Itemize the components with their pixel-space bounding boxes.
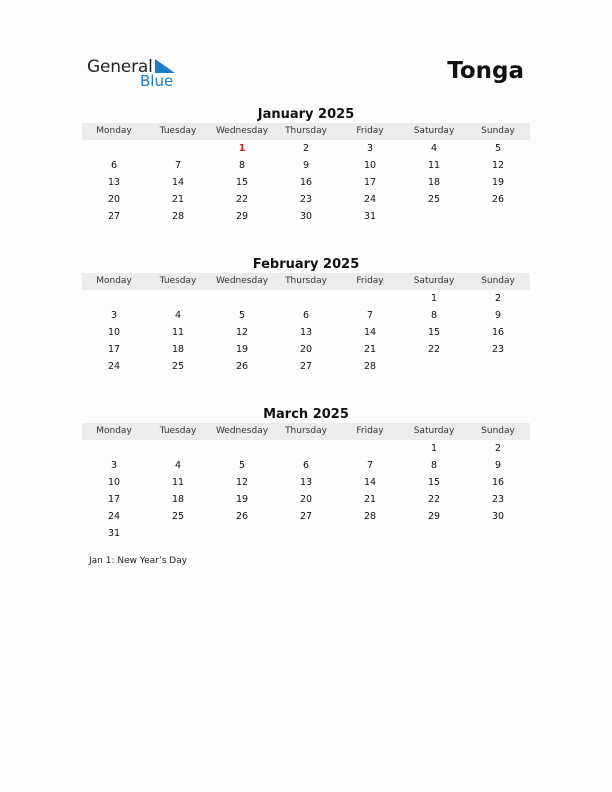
day-cell: 26 (235, 361, 249, 372)
week-row (82, 174, 530, 191)
day-cell (210, 440, 274, 457)
day-cell: 7 (366, 460, 374, 471)
day-cell: 30 (299, 211, 313, 222)
weekday-header (82, 123, 530, 140)
day-cell: 13 (299, 477, 313, 488)
day-cell: 8 (238, 160, 246, 171)
weekday-label: Monday (96, 426, 132, 436)
generalblue-logo (87, 55, 187, 91)
day-cell: 12 (235, 477, 249, 488)
day-cell (210, 290, 274, 307)
day-cell: 23 (491, 344, 505, 355)
day-cell: 24 (107, 511, 121, 522)
day-cell: 5 (238, 310, 246, 321)
day-cell: 29 (427, 511, 441, 522)
day-cell: 28 (171, 211, 185, 222)
weekday-label: Thursday (285, 126, 327, 136)
day-cell: 4 (174, 460, 182, 471)
month-title: March 2025 (263, 407, 349, 422)
day-cell: 4 (430, 143, 438, 154)
day-cell: 20 (299, 494, 313, 505)
day-cell (466, 208, 530, 225)
day-cell (402, 208, 466, 225)
day-cell: 22 (427, 494, 441, 505)
week-row (82, 358, 530, 375)
week-row (82, 525, 530, 542)
week-row (82, 140, 530, 157)
month-january (82, 106, 530, 225)
day-cell (402, 358, 466, 375)
day-cell: 20 (299, 344, 313, 355)
weekday-label: Saturday (413, 276, 455, 286)
day-cell: 16 (299, 177, 313, 188)
day-cell: 18 (171, 494, 185, 505)
weekday-label: Tuesday (159, 126, 197, 136)
day-cell: 19 (491, 177, 505, 188)
month-title: February 2025 (252, 257, 360, 272)
day-cell: 26 (235, 511, 249, 522)
logo-triangle-icon (155, 59, 175, 73)
day-cell: 5 (238, 460, 246, 471)
day-cell: 1 (430, 293, 438, 304)
day-cell: 2 (302, 143, 310, 154)
week-row (82, 324, 530, 341)
weekday-label: Thursday (285, 276, 327, 286)
day-cell: 28 (363, 511, 377, 522)
week-row (82, 474, 530, 491)
month-february (82, 256, 530, 375)
day-cell (338, 525, 402, 542)
day-cell: 23 (299, 194, 313, 205)
day-cell: 22 (235, 194, 249, 205)
day-cell: 3 (366, 143, 374, 154)
day-cell: 24 (363, 194, 377, 205)
day-cell: 24 (107, 361, 121, 372)
day-cell: 18 (427, 177, 441, 188)
day-cell (82, 140, 146, 157)
weekday-label: Tuesday (159, 426, 197, 436)
weekday-label: Monday (96, 126, 132, 136)
day-cell: 12 (235, 327, 249, 338)
weekday-label: Sunday (481, 126, 515, 136)
week-row (82, 457, 530, 474)
day-cell: 12 (491, 160, 505, 171)
week-row (82, 307, 530, 324)
day-cell: 4 (174, 310, 182, 321)
weekday-label: Monday (96, 276, 132, 286)
day-cell (274, 440, 338, 457)
weekday-label: Wednesday (215, 426, 269, 436)
weekday-label: Wednesday (215, 276, 269, 286)
day-cell: 18 (171, 344, 185, 355)
day-cell: 28 (363, 361, 377, 372)
day-cell (82, 290, 146, 307)
day-cell: 22 (427, 344, 441, 355)
day-cell: 9 (302, 160, 310, 171)
day-cell: 31 (363, 211, 377, 222)
weekday-label: Friday (356, 276, 384, 286)
day-cell (146, 440, 210, 457)
day-cell: 6 (110, 160, 118, 171)
day-cell: 8 (430, 460, 438, 471)
day-cell: 17 (107, 344, 121, 355)
logo-text-blue: Blue (140, 72, 174, 90)
day-cell (274, 290, 338, 307)
day-cell (338, 440, 402, 457)
day-cell: 19 (235, 344, 249, 355)
day-cell: 21 (363, 344, 377, 355)
day-cell: 15 (235, 177, 249, 188)
week-row (82, 508, 530, 525)
day-cell: 25 (427, 194, 441, 205)
holiday-day-cell: 1 (238, 143, 246, 154)
day-cell: 19 (235, 494, 249, 505)
day-cell: 5 (494, 143, 502, 154)
weekday-label: Friday (356, 126, 384, 136)
month-march (82, 406, 530, 542)
day-cell (146, 140, 210, 157)
month-title: January 2025 (257, 107, 355, 122)
day-cell: 10 (107, 477, 121, 488)
day-cell: 31 (107, 528, 121, 539)
day-cell: 3 (110, 460, 118, 471)
day-cell: 16 (491, 477, 505, 488)
day-cell: 14 (171, 177, 185, 188)
day-cell: 27 (299, 361, 313, 372)
day-cell: 26 (491, 194, 505, 205)
weekday-label: Tuesday (159, 276, 197, 286)
day-cell: 13 (107, 177, 121, 188)
day-cell: 11 (171, 327, 185, 338)
day-cell: 23 (491, 494, 505, 505)
day-cell: 27 (107, 211, 121, 222)
day-cell (210, 525, 274, 542)
day-cell (146, 525, 210, 542)
day-cell (146, 290, 210, 307)
week-row (82, 191, 530, 208)
day-cell: 9 (494, 310, 502, 321)
weekday-label: Saturday (413, 426, 455, 436)
day-cell: 6 (302, 310, 310, 321)
day-cell: 21 (171, 194, 185, 205)
day-cell (402, 525, 466, 542)
day-cell: 30 (491, 511, 505, 522)
day-cell: 11 (171, 477, 185, 488)
day-cell: 21 (363, 494, 377, 505)
weekday-label: Sunday (481, 276, 515, 286)
day-cell: 15 (427, 477, 441, 488)
day-cell (466, 358, 530, 375)
day-cell: 6 (302, 460, 310, 471)
day-cell (82, 440, 146, 457)
day-cell: 20 (107, 194, 121, 205)
day-cell: 14 (363, 327, 377, 338)
day-cell: 2 (494, 293, 502, 304)
weekday-label: Thursday (285, 426, 327, 436)
day-cell: 16 (491, 327, 505, 338)
weekday-label: Wednesday (215, 126, 269, 136)
week-row (82, 157, 530, 174)
weekday-label: Sunday (481, 426, 515, 436)
country-title: Tonga (447, 58, 524, 84)
day-cell: 25 (171, 361, 185, 372)
day-cell: 15 (427, 327, 441, 338)
day-cell: 10 (363, 160, 377, 171)
day-cell: 29 (235, 211, 249, 222)
weekday-header (82, 423, 530, 440)
day-cell: 3 (110, 310, 118, 321)
day-cell (466, 525, 530, 542)
day-cell: 1 (430, 443, 438, 454)
day-cell: 9 (494, 460, 502, 471)
day-cell: 25 (171, 511, 185, 522)
holiday-note: Jan 1: New Year’s Day (89, 556, 188, 566)
day-cell (338, 290, 402, 307)
day-cell: 2 (494, 443, 502, 454)
week-row (82, 440, 530, 457)
week-row (82, 341, 530, 358)
day-cell: 27 (299, 511, 313, 522)
week-row (82, 208, 530, 225)
week-row (82, 491, 530, 508)
day-cell: 17 (363, 177, 377, 188)
day-cell: 11 (427, 160, 441, 171)
day-cell (274, 525, 338, 542)
week-row (82, 290, 530, 307)
weekday-label: Friday (356, 426, 384, 436)
day-cell: 10 (107, 327, 121, 338)
weekday-label: Saturday (413, 126, 455, 136)
weekday-header (82, 273, 530, 290)
day-cell: 7 (366, 310, 374, 321)
logo-text-general: General (87, 57, 153, 77)
day-cell: 17 (107, 494, 121, 505)
day-cell: 14 (363, 477, 377, 488)
day-cell: 13 (299, 327, 313, 338)
day-cell: 7 (174, 160, 182, 171)
day-cell: 8 (430, 310, 438, 321)
